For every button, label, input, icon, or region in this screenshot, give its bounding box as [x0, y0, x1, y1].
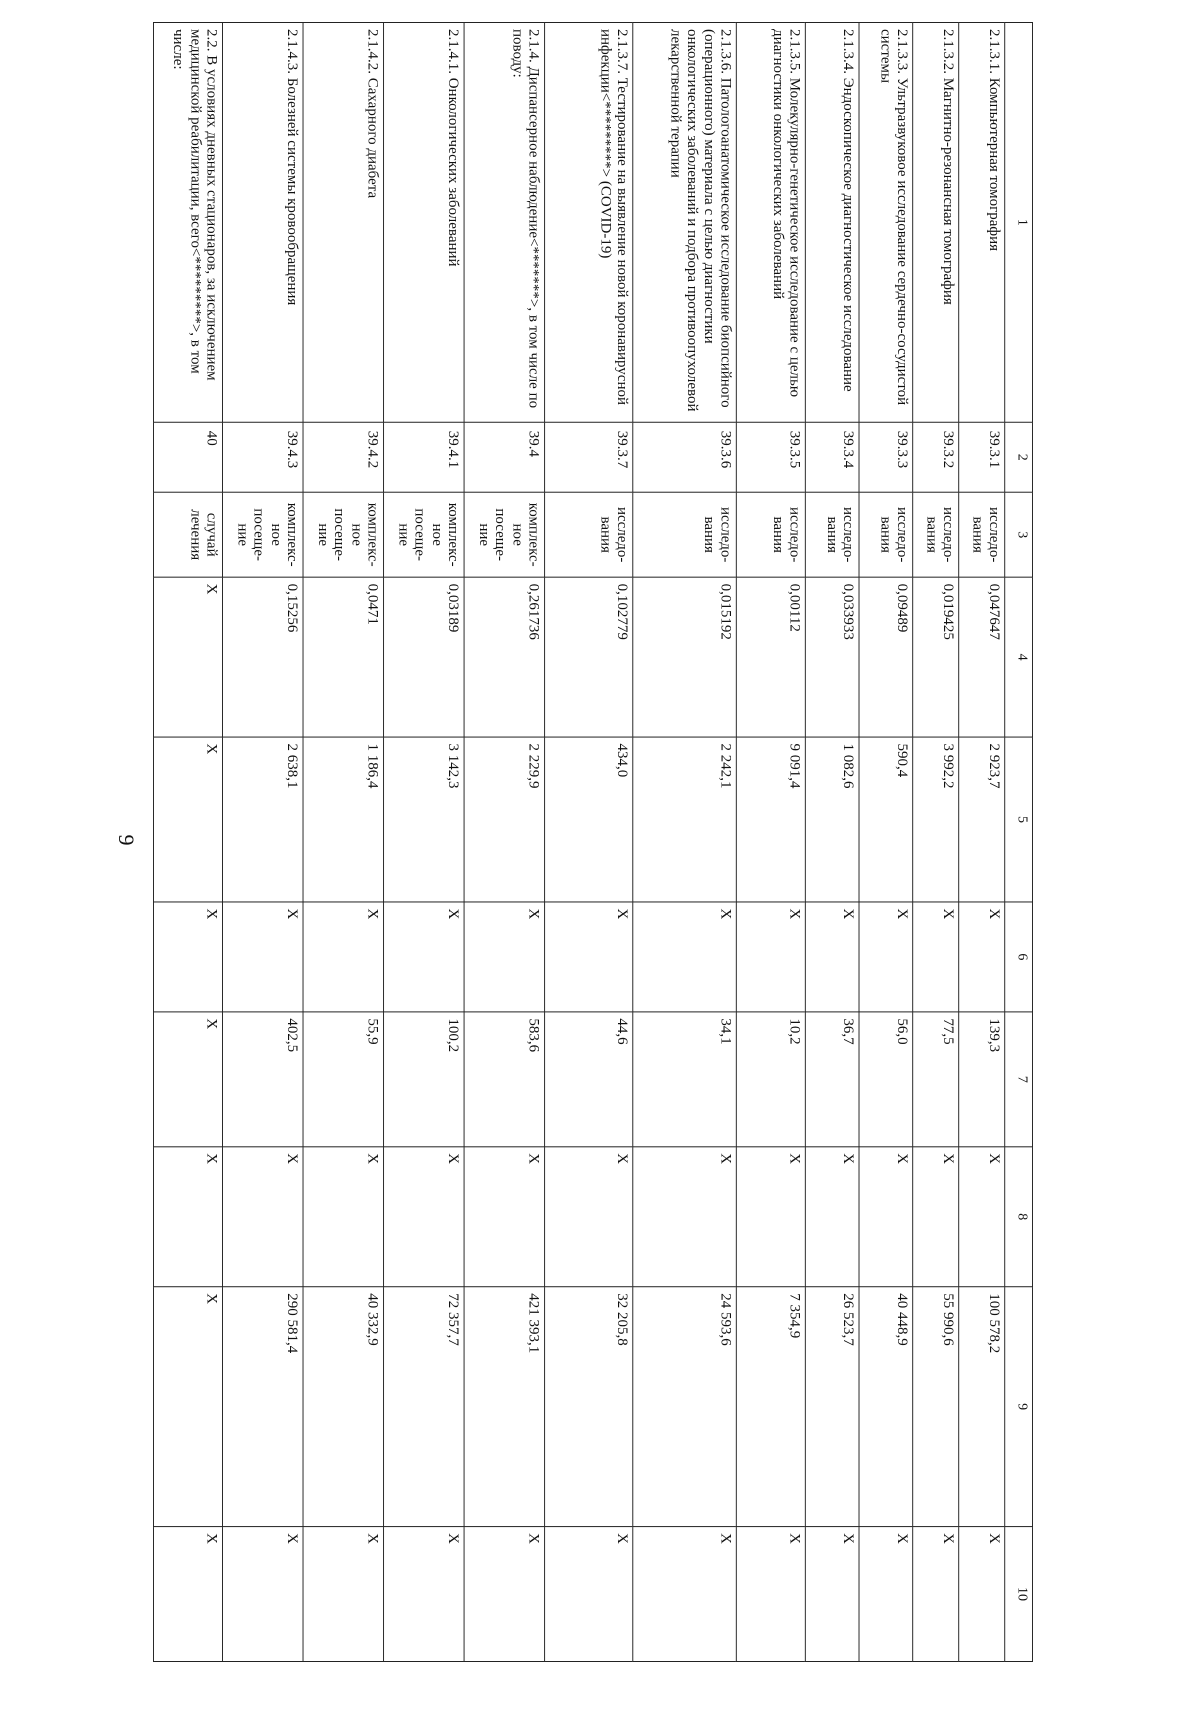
- cell-value: X: [736, 902, 805, 1012]
- table-row: [859, 22, 913, 1661]
- cell-value: X: [384, 1527, 465, 1662]
- cell-value: X: [545, 1527, 633, 1662]
- cell-value: 139,3: [959, 1012, 1005, 1147]
- header-cell: 3: [1005, 492, 1033, 577]
- cell-value: 0,102779: [545, 577, 633, 737]
- header-cell: 2: [1005, 422, 1033, 492]
- row-label: 2.1.3.4. Эндоскопическое диагностическое исследование: [805, 22, 859, 422]
- cell-value: 40 332,9: [303, 1287, 384, 1527]
- cell-value: 0,09489: [859, 577, 913, 737]
- table-row: [633, 22, 737, 1661]
- cell-value: X: [222, 902, 303, 1012]
- cell-value: 0,015192: [633, 577, 737, 737]
- cell-value: 0,15256: [222, 577, 303, 737]
- cell-value: X: [736, 1147, 805, 1287]
- row-label: 2.1.4.1. Онкологических заболеваний: [384, 22, 465, 422]
- row-label: 2.1.4.3. Болезней системы кровообращения: [222, 22, 303, 422]
- cell-value: 9 091,4: [736, 737, 805, 902]
- row-unit: случай лечения: [153, 492, 222, 577]
- header-cell: 4: [1005, 577, 1033, 737]
- cell-value: X: [913, 902, 959, 1012]
- row-label: 2.1.3.3. Ультразвуковое исследование сердечно-сосудистой системы: [859, 22, 913, 422]
- cell-value: 10,2: [736, 1012, 805, 1147]
- cell-value: X: [545, 1147, 633, 1287]
- cell-value: X: [805, 1147, 859, 1287]
- row-unit: комплекс- ное посеще- ние: [384, 492, 465, 577]
- cell-value: X: [805, 902, 859, 1012]
- row-unit: комплекс- ное посеще- ние: [303, 492, 384, 577]
- row-unit: исследо- вания: [859, 492, 913, 577]
- cell-value: X: [545, 902, 633, 1012]
- header-cell: 10: [1005, 1527, 1033, 1662]
- cell-value: X: [303, 1147, 384, 1287]
- header-cell: 7: [1005, 1012, 1033, 1147]
- cell-value: 56,0: [859, 1012, 913, 1147]
- table-row: [384, 22, 465, 1661]
- table-row: [736, 22, 805, 1661]
- cell-value: X: [805, 1527, 859, 1662]
- cell-value: X: [153, 1287, 222, 1527]
- header-cell: 1: [1005, 22, 1033, 422]
- cell-value: 1 082,6: [805, 737, 859, 902]
- cell-value: X: [913, 1527, 959, 1662]
- cell-value: 32 205,8: [545, 1287, 633, 1527]
- cell-value: X: [153, 737, 222, 902]
- cell-value: X: [153, 577, 222, 737]
- cell-value: 0,261736: [464, 577, 545, 737]
- cell-value: X: [464, 1147, 545, 1287]
- row-unit: исследо- вания: [805, 492, 859, 577]
- cell-value: X: [464, 902, 545, 1012]
- row-code: 39.3.7: [545, 422, 633, 492]
- row-label: 2.1.3.2. Магнитно-резонансная томография: [913, 22, 959, 422]
- cell-value: X: [303, 1527, 384, 1662]
- row-label: 2.1.3.6. Патологоанатомическое исследование биопсийного (операционного) материала с целью диагностики онкологических заболеваний и подбора противоопухолевой лекарственной терапии: [633, 22, 737, 422]
- cell-value: 0,00112: [736, 577, 805, 737]
- cell-value: 0,047647: [959, 577, 1005, 737]
- cell-value: X: [859, 1147, 913, 1287]
- cell-value: 72 357,7: [384, 1287, 465, 1527]
- header-cell: 6: [1005, 902, 1033, 1012]
- row-label: 2.1.3.1. Компьютерная томография: [959, 22, 1005, 422]
- header-cell: 5: [1005, 737, 1033, 902]
- cell-value: 1 186,4: [303, 737, 384, 902]
- cell-value: 2 242,1: [633, 737, 737, 902]
- cell-value: X: [959, 902, 1005, 1012]
- cell-value: 421 393,1: [464, 1287, 545, 1527]
- row-unit: исследо- вания: [736, 492, 805, 577]
- row-label: 2.1.4.2. Сахарного диабета: [303, 22, 384, 422]
- cell-value: 0,019425: [913, 577, 959, 737]
- cell-value: 0,03189: [384, 577, 465, 737]
- cell-value: 7 354,9: [736, 1287, 805, 1527]
- cell-value: 34,1: [633, 1012, 737, 1147]
- row-code: 39.4.2: [303, 422, 384, 492]
- cell-value: 40 448,9: [859, 1287, 913, 1527]
- cell-value: X: [959, 1147, 1005, 1287]
- cell-value: X: [153, 1527, 222, 1662]
- cell-value: X: [384, 1147, 465, 1287]
- table-row: [303, 22, 384, 1661]
- row-unit: исследо- вания: [633, 492, 737, 577]
- row-label: 2.1.3.7. Тестирование на выявление новой коронавирусной инфекции<*********> (COVID-19): [545, 22, 633, 422]
- cell-value: 77,5: [913, 1012, 959, 1147]
- row-code: 39.4.3: [222, 422, 303, 492]
- cell-value: 2 229,9: [464, 737, 545, 902]
- page-number: 9: [114, 834, 139, 846]
- cell-value: 44,6: [545, 1012, 633, 1147]
- row-unit: исследо- вания: [913, 492, 959, 577]
- row-label: 2.2. В условиях дневных стационаров, за исключением медицинской реабилитации, всего<*********>, в том числе:: [153, 22, 222, 422]
- cell-value: 55,9: [303, 1012, 384, 1147]
- header-cell: 9: [1005, 1287, 1033, 1527]
- row-code: 39.3.4: [805, 422, 859, 492]
- row-unit: исследо- вания: [959, 492, 1005, 577]
- table-row: [913, 22, 959, 1661]
- cell-value: X: [736, 1527, 805, 1662]
- header-cell: 8: [1005, 1147, 1033, 1287]
- cell-value: X: [384, 902, 465, 1012]
- cell-value: 100 578,2: [959, 1287, 1005, 1527]
- table-body: [153, 22, 1004, 1661]
- row-code: 39.3.1: [959, 422, 1005, 492]
- row-code: 39.4: [464, 422, 545, 492]
- cell-value: 290 581,4: [222, 1287, 303, 1527]
- table-row: [222, 22, 303, 1661]
- rotated-table-container: [153, 22, 1033, 1662]
- row-code: 39.3.6: [633, 422, 737, 492]
- cell-value: 36,7: [805, 1012, 859, 1147]
- row-label: 2.1.4. Диспансерное наблюдение<*******>, в том числе по поводу:: [464, 22, 545, 422]
- row-code: 39.4.1: [384, 422, 465, 492]
- cell-value: X: [222, 1527, 303, 1662]
- cell-value: 590,4: [859, 737, 913, 902]
- cell-value: 583,6: [464, 1012, 545, 1147]
- row-unit: комплекс- ное посеще- ние: [222, 492, 303, 577]
- row-code: 39.3.5: [736, 422, 805, 492]
- cell-value: 100,2: [384, 1012, 465, 1147]
- cell-value: X: [959, 1527, 1005, 1662]
- row-code: 39.3.2: [913, 422, 959, 492]
- row-label: 2.1.3.5. Молекулярно-генетическое исследование с целью диагностики онкологических заболеваний: [736, 22, 805, 422]
- row-code: 40: [153, 422, 222, 492]
- cell-value: X: [303, 902, 384, 1012]
- cell-value: 3 142,3: [384, 737, 465, 902]
- cell-value: X: [153, 1147, 222, 1287]
- cell-value: 2 923,7: [959, 737, 1005, 902]
- cell-value: 55 990,6: [913, 1287, 959, 1527]
- cell-value: 0,0471: [303, 577, 384, 737]
- cell-value: X: [633, 1527, 737, 1662]
- cell-value: 24 593,6: [633, 1287, 737, 1527]
- row-unit: комплекс- ное посеще- ние: [464, 492, 545, 577]
- cell-value: X: [633, 902, 737, 1012]
- table-row: [545, 22, 633, 1661]
- cell-value: X: [913, 1147, 959, 1287]
- row-unit: исследо- вания: [545, 492, 633, 577]
- cell-value: X: [464, 1527, 545, 1662]
- cell-value: 3 992,2: [913, 737, 959, 902]
- cell-value: X: [859, 902, 913, 1012]
- header-row: [1005, 22, 1033, 1661]
- cell-value: X: [153, 902, 222, 1012]
- cell-value: 434,0: [545, 737, 633, 902]
- table-row: [805, 22, 859, 1661]
- cell-value: X: [153, 1012, 222, 1147]
- cell-value: 402,5: [222, 1012, 303, 1147]
- table-row: [153, 22, 222, 1661]
- row-code: 39.3.3: [859, 422, 913, 492]
- table-row: [464, 22, 545, 1661]
- table-row: [959, 22, 1005, 1661]
- cell-value: X: [222, 1147, 303, 1287]
- cell-value: X: [633, 1147, 737, 1287]
- tariff-table: [153, 22, 1033, 1662]
- cell-value: 0,033933: [805, 577, 859, 737]
- cell-value: X: [859, 1527, 913, 1662]
- cell-value: 26 523,7: [805, 1287, 859, 1527]
- cell-value: 2 638,1: [222, 737, 303, 902]
